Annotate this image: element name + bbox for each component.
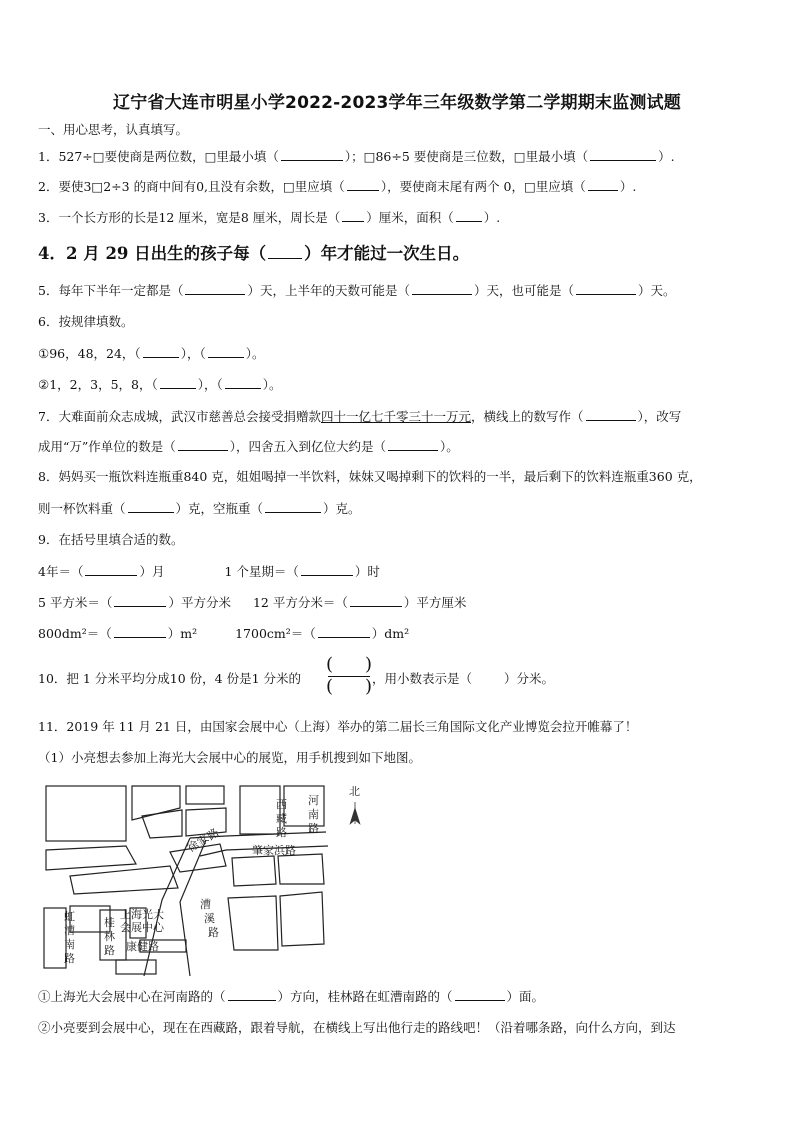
question-9-title: 9．在括号里填合适的数。 bbox=[38, 532, 184, 547]
label-hongcao-1: 虹 bbox=[64, 910, 75, 923]
map-block bbox=[278, 854, 324, 884]
answer-blank[interactable] bbox=[455, 988, 505, 1001]
city-map bbox=[40, 780, 370, 976]
map-block bbox=[44, 908, 66, 968]
map-block bbox=[280, 892, 324, 946]
answer-blank[interactable] bbox=[85, 563, 137, 576]
question-6-row-1: ①96，48，24，（ ），（ ）。 bbox=[38, 346, 265, 361]
answer-blank[interactable] bbox=[185, 282, 245, 295]
label-henan-1: 河 bbox=[308, 794, 319, 807]
question-10-text-b: ，用小数表示是（ ）分米。 bbox=[372, 671, 555, 686]
answer-blank[interactable] bbox=[281, 148, 343, 161]
label-xujia-2: 家 bbox=[194, 831, 212, 849]
question-6-title: 6．按规律填数。 bbox=[38, 314, 134, 329]
answer-blank[interactable] bbox=[350, 594, 402, 607]
question-9-row-3: 800dm²＝（ ）m² 1700cm²＝（ ）dm² bbox=[38, 626, 410, 641]
question-3: 3．一个长方形的长是12 厘米，宽是8 厘米，周长是（ ）厘米，面积（ ）. bbox=[38, 210, 501, 225]
answer-blank[interactable] bbox=[318, 625, 370, 638]
map-block bbox=[46, 786, 126, 841]
question-2: 2．要使3□2÷3 的商中间有0,且没有余数，□里应填（ ），要使商末尾有两个 0，□里应填（ ）. bbox=[38, 179, 637, 194]
answer-blank[interactable] bbox=[456, 209, 482, 222]
question-4: 4．2 月 29 日出生的孩子每（ ）年才能过一次生日。 bbox=[38, 244, 470, 263]
label-henan-2: 南 bbox=[308, 808, 319, 821]
label-guilin-3: 路 bbox=[104, 944, 115, 957]
answer-blank[interactable] bbox=[268, 243, 302, 259]
label-xizang-3: 路 bbox=[276, 826, 287, 839]
question-11-part-1: （1）小亮想去参加上海光大会展中心的展览，用手机搜到如下地图。 bbox=[38, 750, 421, 765]
answer-blank[interactable] bbox=[576, 282, 636, 295]
answer-blank[interactable] bbox=[225, 376, 261, 389]
label-hongcao-3: 南 bbox=[64, 938, 75, 951]
answer-blank[interactable] bbox=[114, 594, 166, 607]
label-hongcao-4: 路 bbox=[64, 952, 75, 965]
question-5: 5．每年下半年一定都是（ ）天，上半年的天数可能是（ ）天，也可能是（ ）天。 bbox=[38, 283, 676, 298]
answer-blank[interactable] bbox=[347, 178, 379, 191]
question-6-row-2: ②1，2，3，5，8，（ ），（ ）。 bbox=[38, 377, 282, 392]
question-9-row-1: 4年＝（ ）月 1 个星期＝（ ）时 bbox=[38, 564, 380, 579]
question-7-line-2: 成用“万”作单位的数是（ ），四舍五入到亿位大约是（ ）。 bbox=[38, 439, 459, 454]
map-block bbox=[132, 786, 180, 820]
question-11-sub-2: ②小亮要到会展中心，现在在西藏路，跟着导航，在横线上写出他行走的路线吧！（沿着哪条路，向什么方向，到达 bbox=[38, 1020, 676, 1035]
label-zhaojiabang: 肇家浜路 bbox=[252, 844, 296, 857]
fraction-blank[interactable]: ( ) ( ) bbox=[326, 654, 372, 697]
question-8-line-2: 则一杯饮料重（ ）克，空瓶重（ ）克。 bbox=[38, 501, 361, 516]
label-caoxi-2: 溪 bbox=[204, 912, 215, 925]
answer-blank[interactable] bbox=[228, 988, 276, 1001]
label-caoxi-3: 路 bbox=[208, 926, 219, 939]
road-edge bbox=[144, 838, 190, 976]
label-center-1: 上海光大 bbox=[120, 908, 164, 921]
question-11-sub-1: ①上海光大会展中心在河南路的（ ）方向，桂林路在虹漕南路的（ ）面。 bbox=[38, 989, 545, 1004]
underlined-amount: 四十一亿七千零三十一万元 bbox=[320, 409, 471, 424]
question-1: 1．527÷□要使商是两位数，□里最小填（ ）；□86÷5 要使商是三位数，□里最小填（ ）. bbox=[38, 149, 675, 164]
map-block bbox=[228, 896, 278, 950]
north-arrow-icon bbox=[350, 802, 360, 824]
answer-blank[interactable] bbox=[208, 345, 244, 358]
label-center-2: 会展中心 bbox=[120, 921, 164, 934]
map-block bbox=[46, 846, 136, 870]
label-caoxi-1: 漕 bbox=[200, 898, 211, 911]
answer-blank[interactable] bbox=[128, 500, 174, 513]
answer-blank[interactable] bbox=[301, 563, 353, 576]
question-10-text-a: 10．把 1 分米平均分成10 份，4 份是1 分米的 bbox=[38, 671, 302, 686]
answer-blank[interactable] bbox=[412, 282, 472, 295]
map-block bbox=[116, 960, 156, 974]
answer-blank[interactable] bbox=[114, 625, 166, 638]
answer-blank[interactable] bbox=[590, 148, 656, 161]
label-henan-3: 路 bbox=[308, 822, 319, 835]
label-xizang-2: 藏 bbox=[276, 812, 287, 825]
answer-blank[interactable] bbox=[178, 438, 228, 451]
answer-blank[interactable] bbox=[588, 178, 618, 191]
answer-blank[interactable] bbox=[342, 209, 364, 222]
section-heading: 一、用心思考，认真填写。 bbox=[38, 122, 189, 137]
label-xujia-1: 徐 bbox=[184, 837, 202, 855]
page-title: 辽宁省大连市明星小学2022-2023学年三年级数学第二学期期末监测试题 bbox=[113, 93, 681, 113]
label-xizang-1: 西 bbox=[276, 798, 287, 811]
question-11-intro: 11．2019 年 11 月 21 日，由国家会展中心（上海）举办的第二届长三角国际文化产业博览会拉开帷幕了！ bbox=[38, 719, 638, 734]
answer-blank[interactable] bbox=[143, 345, 179, 358]
answer-blank[interactable] bbox=[265, 500, 321, 513]
map-block bbox=[240, 786, 280, 834]
label-kangjian: 康健路 bbox=[126, 940, 159, 953]
map-block bbox=[142, 810, 182, 838]
answer-blank[interactable] bbox=[388, 438, 438, 451]
question-9-row-2: 5 平方米＝（ ）平方分米 12 平方分米＝（ ）平方厘米 bbox=[38, 595, 467, 610]
question-7-line-1: 7．大难面前众志成城，武汉市慈善总会接受捐赠款四十一亿七千零三十一万元，横线上的数写作（ ），改写 bbox=[38, 409, 682, 424]
map-block bbox=[232, 856, 276, 886]
label-xujia-3: 路 bbox=[204, 825, 222, 843]
answer-blank[interactable] bbox=[160, 376, 196, 389]
map-block bbox=[186, 786, 224, 804]
map-block bbox=[70, 866, 178, 894]
north-label: 北 bbox=[349, 785, 360, 798]
label-guilin-1: 桂 bbox=[104, 916, 115, 929]
question-8-line-1: 8．妈妈买一瓶饮料连瓶重840 克，姐姐喝掉一半饮料，妹妹又喝掉剩下的饮料的一半，最后剩下的饮料连瓶重360 克， bbox=[38, 469, 702, 484]
label-hongcao-2: 漕 bbox=[64, 924, 75, 937]
label-guilin-2: 林 bbox=[104, 930, 115, 943]
answer-blank[interactable] bbox=[586, 408, 636, 421]
